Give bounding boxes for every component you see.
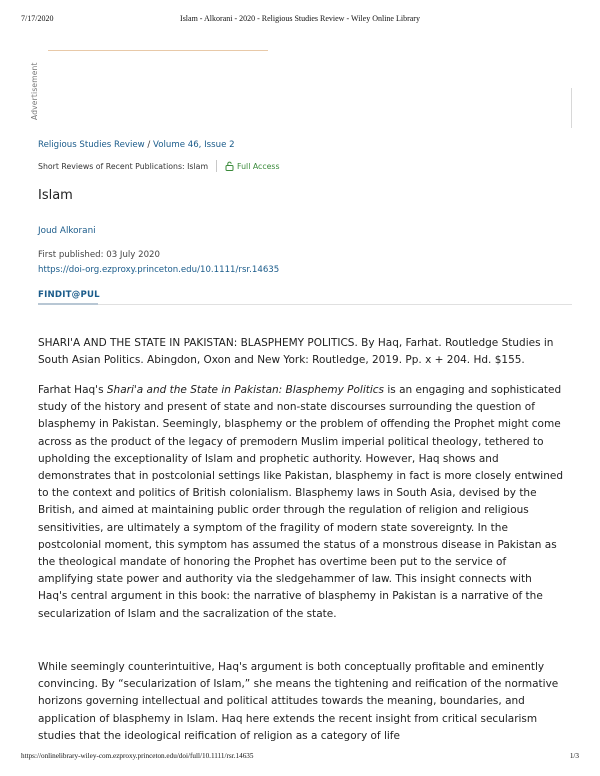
advertisement-area	[30, 50, 572, 130]
print-footer	[21, 752, 579, 764]
advertisement-rule	[48, 50, 268, 51]
breadcrumb	[38, 140, 570, 150]
issue-link[interactable]: Volume 46, Issue 2	[153, 140, 235, 150]
content-divider-accent	[38, 303, 98, 305]
book-title: Shari'a and the State in Pakistan: Blasphemy Politics	[106, 384, 385, 396]
page-title: Islam	[38, 188, 73, 203]
paragraph-body: is an engaging and sophisticated study of the history and present of state and non-state discourses surrounding the question of blasphemy in Pakistan. Seemingly, blasphemy or the problem of offending the Prophet might come across as the product of the legacy of premodern Muslim imperial political theology, tethered to upholding the exceptionality of Islam and prophetic authority. However, Haq shows and demonstrates that in postcolonial settings like Pakistan, blasphemy in fact is more closely entwined to the context and politics of British colonialism. Blasphemy laws in South Asia, devised by the British, and aimed at maintaining public order through the regulation of religion and religious sensitivities, are ultimately a symptom of the fragility of modern state sovereignty. In the postcolonial moment, this symptom has assumed the status of a monstrous disease in Pakistan as the theological mandate of honoring the Prophet has overtime been put to the service of amplifying state power and authority via the sledgehammer of law. This insight connects with Haq's central argument in this book: the narrative of blasphemy in Pakistan is a narrative of the secularization of Islam and the sacralization of the state.	[38, 384, 563, 620]
body-paragraph-2: While seemingly counterintuitive, Haq's argument is both conceptually profitable and eminently convincing. By “secularization of Islam,” she means the tightening and reification of the normative horizons governing intellectual and political attitudes towards the meaning, boundaries, and application of blasphemy in Islam. Haq here extends the recent insight from critical secularism studies that the ideological reification of religion as a category of life	[38, 661, 559, 742]
journal-link[interactable]: Religious Studies Review	[38, 140, 145, 150]
paragraph-lead: Farhat Haq's	[38, 384, 107, 396]
section-line	[38, 160, 570, 172]
section-label: Short Reviews of Recent Publications: Islam	[38, 161, 209, 171]
page-number: 1/3	[569, 752, 579, 760]
access-label: Full Access	[237, 161, 280, 171]
doi-link[interactable]: https://doi-org.ezproxy.princeton.edu/10.1111/rsr.14635	[38, 265, 280, 275]
body-paragraph-1	[38, 382, 564, 623]
print-url: https://onlinelibrary-wiley-com.ezproxy.princeton.edu/doi/full/10.1111/rsr.14635	[21, 752, 254, 760]
print-header	[21, 14, 579, 26]
advertisement-edge	[571, 88, 572, 128]
author-link[interactable]: Joud Alkorani	[38, 226, 96, 236]
unlock-icon	[225, 161, 234, 171]
access-badge	[225, 161, 280, 171]
print-title: Islam - Alkorani - 2020 - Religious Studies Review - Wiley Online Library	[180, 14, 420, 23]
advertisement-label: Advertisement	[30, 62, 39, 120]
publication-date: First published: 03 July 2020	[38, 250, 160, 260]
citation-paragraph: SHARI'A AND THE STATE IN PAKISTAN: BLASPHEMY POLITICS. By Haq, Farhat. Routledge Studies in South Asian Politics. Abingdon, Oxon and New York: Routledge, 2019. Pp. x + 204. Hd. $155.	[38, 337, 554, 367]
findit-link[interactable]: FINDIT@PUL	[38, 290, 100, 300]
breadcrumb-separator: /	[144, 140, 154, 150]
section-divider	[216, 160, 217, 172]
content-divider	[38, 304, 572, 305]
print-date: 7/17/2020	[21, 14, 54, 23]
